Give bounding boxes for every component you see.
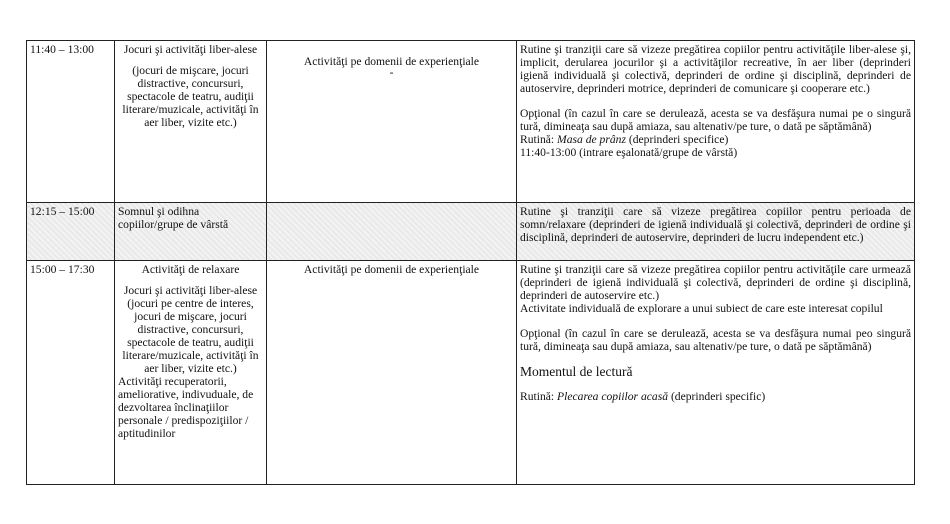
routine-label: Rutină:	[520, 133, 555, 146]
activities-title: Somnul şi odihna copiilor/grupe de vârstă	[118, 205, 229, 231]
routine-tail: (deprinderi specific)	[670, 390, 766, 403]
domains-label: Activităţi pe domenii de experienţiale	[303, 55, 480, 68]
routine-reading: Momentul de lectură	[520, 364, 633, 379]
routine-main: Rutine şi tranziţii care să vizeze pregătirea copiilor pentru activităţile care urmează (deprinderi de igienă individuală şi colectivă, deprinderi de ordine şi disciplină, deprinderi de autoservire etc.)	[520, 263, 911, 302]
activities-cell	[115, 203, 267, 261]
domains-mark: -	[389, 66, 394, 79]
time-label: 12:15 – 15:00	[30, 205, 95, 218]
time-label: 15:00 – 17:30	[30, 263, 95, 276]
activities-detail: (jocuri pe centre de interes, jocuri de mişcare, jocuri distractive, concursuri, spectacole de teatru, audiţii literare/muzicale, activităţi în aer liber, vizite etc.)	[122, 297, 259, 375]
routine-line	[520, 390, 911, 403]
routine-main: Rutine şi tranziţii care să vizeze pregătirea copiilor pentru activităţile liber-alese şi, implicit, derularea jocurilor şi a activităţilor recreative, în aer liber (deprinderi igienă individuală şi colectivă, deprinderi de ordine şi disciplină, deprinderi de autoservire, deprinderi motrice, deprinderi de comunicare şi cooperare etc.)	[520, 43, 911, 95]
schedule-table	[26, 40, 915, 485]
activities-cell	[115, 41, 267, 203]
time-cell	[27, 203, 115, 261]
routine-time: 11:40-13:00 (intrare eşalonată/grupe de vârstă)	[520, 146, 738, 159]
domains-cell	[267, 41, 517, 203]
routine-departure: Plecarea copiilor acasă	[557, 390, 669, 403]
routine-line	[520, 133, 911, 146]
routine-individual: Activitate individuală de explorare a unui subiect de care este interesat copilul	[520, 302, 883, 315]
table-row	[27, 41, 915, 203]
table-row	[27, 203, 915, 261]
routine-cell	[517, 203, 915, 261]
routine-optional: Opţional (în cazul în care se derulează, acesta se va desfăşura numai peo singură tură, dimineaţa sau după amiaza, sau altenativ/pe ture, o dată pe săptămână)	[520, 327, 911, 353]
activities-title: Jocuri şi activităţi liber-alese	[123, 43, 258, 56]
routine-optional: Opţional (în cazul în care se derulează, acesta se va desfăşura numai pe o singură tură, dimineaţa sau după amiaza, sau altenativ/pe ture, o dată pe săptămână)	[520, 107, 911, 133]
activities-relax: Activităţi de relaxare	[141, 263, 240, 276]
activities-title: Jocuri şi activităţi liber-alese	[123, 284, 258, 297]
routine-tail: (deprinderi specifice)	[628, 133, 729, 146]
activities-detail: (jocuri de mişcare, jocuri distractive, concursuri, spectacole de teatru, audiţii literare/muzicale, activităţi în aer liber, vizite etc.)	[122, 64, 259, 129]
time-label: 11:40 – 13:00	[30, 43, 94, 56]
routine-main: Rutine şi tranziţii care să vizeze pregătirea copiilor pentru perioada de somn/relaxare (deprinderi de igienă individuală şi colectivă, deprinderi de ordine şi disciplină, deprinderi de autoservire, deprinderi de lucru independent etc.)	[520, 205, 911, 244]
time-cell	[27, 261, 115, 485]
activities-recuperatorii: Activităţi recuperatorii, ameliorative, indivuduale, de dezvoltarea înclinaţiilor personale / predispoziţiilor / aptitudinilor	[118, 375, 254, 440]
domains-label: Activităţi pe domenii de experienţiale	[303, 263, 480, 276]
routine-meal: Masa de prânz	[557, 133, 626, 146]
table-row	[27, 261, 915, 485]
domains-cell	[267, 203, 517, 261]
activities-cell	[115, 261, 267, 485]
time-cell	[27, 41, 115, 203]
routine-cell	[517, 261, 915, 485]
domains-cell	[267, 261, 517, 485]
routine-cell	[517, 41, 915, 203]
routine-label: Rutină:	[520, 390, 555, 403]
